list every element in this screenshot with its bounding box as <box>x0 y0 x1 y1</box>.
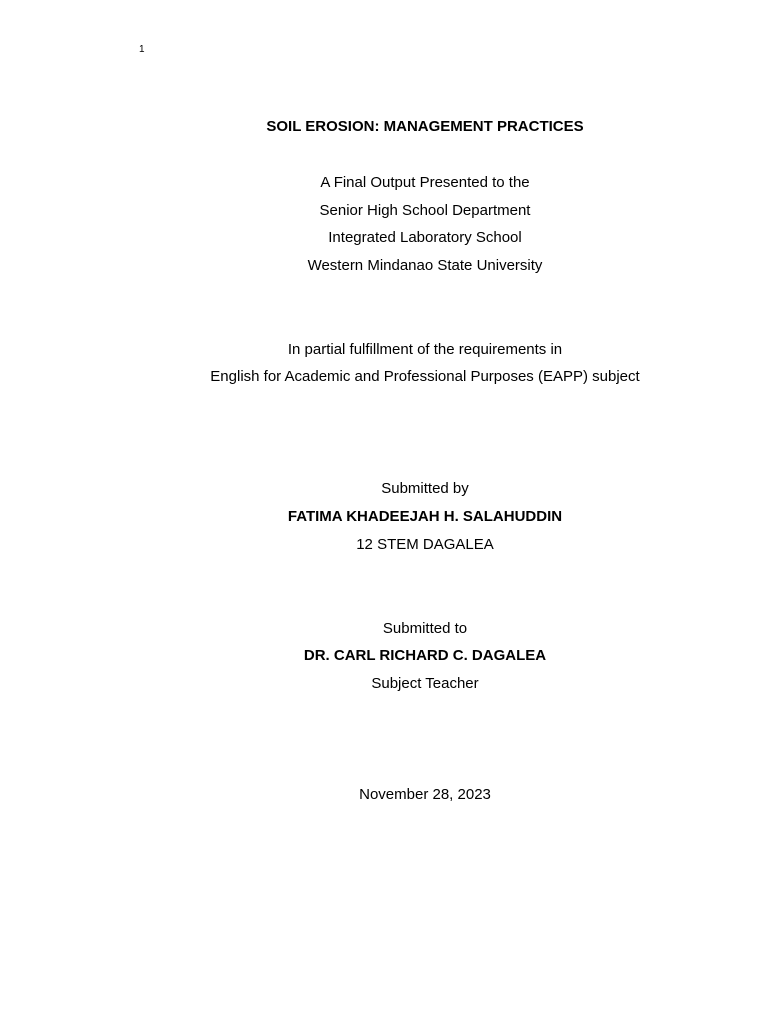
teacher-name: DR. CARL RICHARD C. DAGALEA <box>303 647 547 664</box>
presentation-line-3: Integrated Laboratory School <box>328 229 522 246</box>
author-section: 12 STEM DAGALEA <box>356 536 494 553</box>
teacher-role: Subject Teacher <box>371 675 479 692</box>
submitted-by-label: Submitted by <box>381 480 469 497</box>
presentation-line-2: Senior High School Department <box>319 202 531 219</box>
presentation-line-1: A Final Output Presented to the <box>320 174 530 191</box>
fulfillment-line-2: English for Academic and Professional Purposes (EAPP) subject <box>210 368 640 385</box>
page-number: 1 <box>139 44 145 55</box>
submission-date: November 28, 2023 <box>359 786 491 803</box>
presentation-line-4: Western Mindanao State University <box>307 257 543 274</box>
submitted-to-label: Submitted to <box>382 620 468 637</box>
fulfillment-line-1: In partial fulfillment of the requirements in <box>287 341 563 358</box>
author-name: FATIMA KHADEEJAH H. SALAHUDDIN <box>287 508 563 525</box>
document-title: SOIL EROSION: MANAGEMENT PRACTICES <box>266 118 584 135</box>
